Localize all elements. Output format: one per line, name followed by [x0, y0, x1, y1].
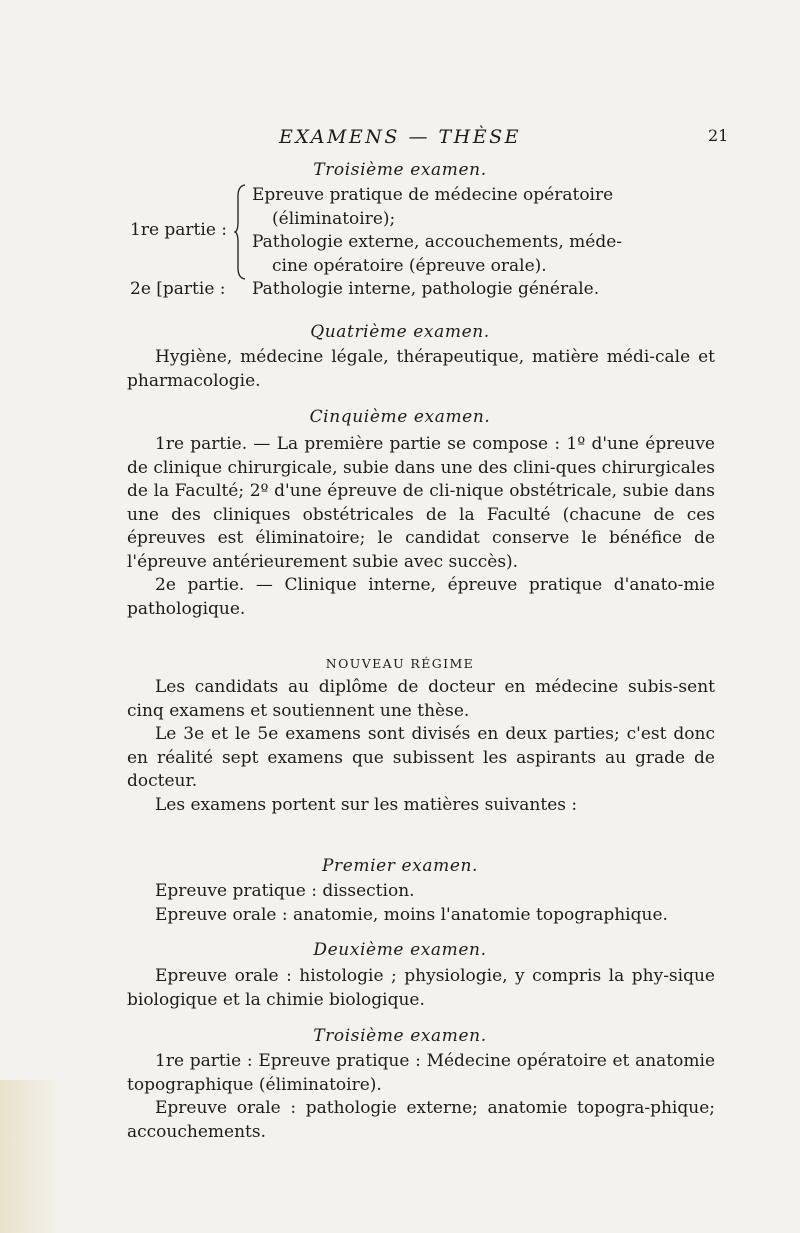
- fourth-exam-paragraph: Hygiène, médecine légale, thérapeutique, matière médi-cale et pharmacologie.: [127, 347, 715, 391]
- new-regime-paragraph: Le 3e et le 5e examens sont divisés en deux parties; c'est donc en réalité sept examens que subissent les aspirants au grade de docteur.: [127, 724, 715, 791]
- part2-value: Pathologie interne, pathologie générale.: [252, 279, 600, 299]
- page-number: 21: [708, 126, 729, 145]
- fifth-exam-text: [127, 433, 715, 621]
- old-third-exam-heading: Troisième examen.: [313, 160, 487, 180]
- third-exam-part1-block: [130, 184, 720, 294]
- second-exam-heading: Deuxième examen.: [313, 940, 487, 960]
- first-exam-line: Epreuve pratique : dissection.: [155, 881, 415, 901]
- running-title: EXAMENS — THÈSE: [279, 126, 521, 148]
- second-exam-paragraph: Epreuve orale : histologie ; physiologie, y compris la phy-sique biologique et la chimie biologique.: [127, 966, 715, 1010]
- new-third-exam-heading: Troisième examen.: [313, 1026, 487, 1046]
- new-third-exam-paragraph: Epreuve orale : pathologie externe; anatomie topogra-phique; accouchements.: [127, 1098, 715, 1142]
- part1-label: 1re partie :: [130, 220, 228, 240]
- part1-line: cine opératoire (épreuve orale).: [272, 255, 547, 276]
- new-third-exam-paragraph: 1re partie : Epreuve pratique : Médecine opératoire et anatomie topographique (éliminatoire).: [127, 1051, 715, 1095]
- fifth-exam-part1: 1re partie. — La première partie se compose : 1º d'une épreuve de clinique chirurgicale, subie dans une des clini-ques chirurgicales de la Faculté; 2º d'une épreuve de cli-nique obstétricale, subie dans une des cliniques obstétricales de la Faculté (chacune de ces épreuves est éliminatoire; le candidat conserve le bénéfice de l'épreuve antérieurement subie avec succès).: [127, 434, 715, 572]
- part1-lines: [252, 184, 722, 278]
- fifth-exam-part2: 2e partie. — Clinique interne, épreuve pratique d'anato-mie pathologique.: [127, 575, 715, 619]
- running-head: [0, 126, 800, 156]
- old-fourth-exam-heading: Quatrième examen.: [310, 322, 490, 342]
- old-fifth-exam-heading: Cinquième examen.: [309, 407, 491, 427]
- second-exam-text: [127, 965, 715, 1012]
- new-regime-text: [127, 676, 715, 817]
- first-exam-heading: Premier examen.: [321, 856, 479, 876]
- first-exam-text: [127, 880, 715, 927]
- page-edge-shadow: [0, 1080, 60, 1233]
- new-third-exam-text: [127, 1050, 715, 1144]
- part1-line: Epreuve pratique de médecine opératoire: [252, 185, 614, 205]
- first-exam-line: Epreuve orale : anatomie, moins l'anatomie topographique.: [155, 904, 668, 925]
- new-regime-paragraph: Les candidats au diplôme de docteur en médecine subis-sent cinq examens et soutiennent une thèse.: [127, 677, 715, 721]
- new-regime-paragraph: Les examens portent sur les matières suivantes :: [155, 794, 578, 815]
- part1-line: (éliminatoire);: [272, 208, 396, 229]
- part1-line: Pathologie externe, accouchements, méde-: [252, 232, 623, 252]
- brace-icon: [234, 184, 246, 280]
- fourth-exam-text: [127, 346, 715, 393]
- part2-label: 2e [partie :: [130, 279, 226, 299]
- new-regime-heading: NOUVEAU RÉGIME: [325, 656, 475, 671]
